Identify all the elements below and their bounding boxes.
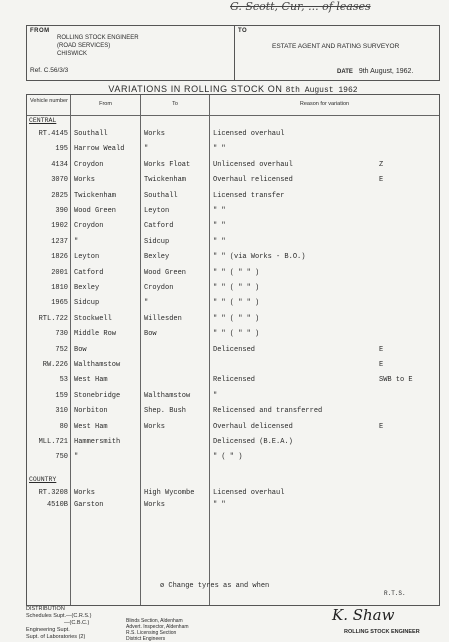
from-cell: Norbiton	[74, 407, 108, 416]
distribution-item: R.S. Licensing Section	[126, 630, 177, 636]
from-cell: West Ham	[74, 422, 108, 431]
distribution-item: Engineering Supt.	[26, 627, 70, 633]
table-row	[27, 236, 439, 248]
reason-cell: Relicensed	[213, 376, 256, 385]
from-cell: Stockwell	[74, 314, 112, 323]
reason-cell: Licensed transfer	[213, 191, 285, 200]
vehicle-cell: 4134	[51, 160, 68, 169]
to-cell: Willesden	[144, 314, 182, 323]
from-cell: Stonebridge	[74, 391, 121, 400]
vehicle-cell: 1902	[51, 222, 68, 231]
table-row	[27, 128, 439, 140]
vehicle-cell: 310	[55, 407, 68, 416]
table-row	[27, 499, 439, 511]
to-cell: "	[144, 145, 149, 154]
from-cell: Croydon	[74, 222, 104, 231]
header-rule	[27, 115, 439, 116]
vehicle-cell: RTL.722	[38, 314, 68, 323]
column-header-vehicle: Vehicle number	[30, 98, 68, 104]
reason-cell: " "	[213, 207, 226, 215]
to-cell: Leyton	[144, 207, 170, 215]
vehicle-cell: RW.226	[42, 361, 68, 369]
reason-cell: Relicensed and transferred	[213, 407, 323, 416]
reason-cell: "	[213, 391, 218, 400]
from-cell: Walthamstow	[74, 361, 121, 369]
to-cell: Bow	[144, 330, 157, 339]
date-value: 9th August, 1962.	[358, 68, 414, 75]
vehicle-cell: MLL.721	[38, 438, 68, 446]
column-header-to: To	[172, 101, 178, 107]
header-box	[26, 25, 440, 81]
table-row	[27, 282, 439, 294]
reason-cell: Overhaul delicensed	[213, 422, 293, 431]
from-line: (ROAD SERVICES)	[57, 43, 111, 49]
mark-cell: E	[379, 361, 384, 369]
table-row	[27, 159, 439, 171]
table-row	[27, 328, 439, 340]
mark-cell: E	[379, 176, 384, 185]
reason-cell: Licensed overhaul	[213, 130, 285, 138]
vehicle-cell: 4510B	[46, 501, 68, 509]
vehicle-cell: RT.3208	[38, 489, 68, 497]
distribution-item: Schedules Supt.—(C.R.S.)	[26, 613, 92, 619]
distribution-list	[26, 606, 91, 634]
reason-cell: " " ( " " )	[213, 299, 260, 308]
reason-cell: Unlicensed overhaul	[213, 160, 293, 169]
from-cell: Sidcup	[74, 299, 100, 308]
title-text: VARIATIONS IN ROLLING STOCK ON	[108, 84, 283, 94]
to-cell: Shep. Bush	[144, 407, 187, 416]
from-cell: Works	[74, 176, 96, 185]
distribution-item: Supt. of Laboratories (2)	[26, 634, 86, 640]
section-label-central: CENTRAL	[29, 117, 57, 124]
reason-cell: " " ( " " )	[213, 330, 260, 339]
from-cell: Garston	[74, 501, 104, 509]
from-cell: Bexley	[74, 284, 100, 292]
to-cell: Bexley	[144, 253, 170, 262]
reason-cell: " ( " )	[213, 453, 243, 462]
from-line: CHISWICK	[57, 51, 87, 57]
from-cell: Catford	[74, 268, 104, 277]
mark-cell: SWB to E	[379, 376, 413, 385]
vehicle-cell: 752	[55, 345, 68, 354]
reason-cell: Delicensed (B.E.A.)	[213, 438, 293, 446]
from-line: ROLLING STOCK ENGINEER	[57, 35, 139, 41]
table-row	[27, 436, 439, 448]
to-cell: Croydon	[144, 284, 174, 292]
to-cell: Works	[144, 501, 166, 509]
table-row	[27, 297, 439, 309]
signature: K. Shaw	[332, 606, 395, 624]
from-label: FROM	[30, 28, 50, 34]
from-cell: Wood Green	[74, 207, 117, 215]
reason-cell: Licensed overhaul	[213, 489, 285, 497]
table-row	[27, 205, 439, 217]
distribution-item: Blinds Section, Aldenham	[126, 618, 183, 624]
vehicle-cell: 730	[55, 330, 68, 339]
vehicle-cell: 80	[59, 422, 68, 431]
from-cell: Hammersmith	[74, 438, 121, 446]
reason-cell: Overhaul relicensed	[213, 176, 293, 185]
table-row	[27, 267, 439, 279]
table-row	[27, 220, 439, 232]
table-row	[27, 344, 439, 356]
footer	[26, 606, 440, 640]
mark-cell: Z	[379, 160, 384, 169]
from-address	[57, 34, 227, 58]
initials: R.T.S.	[384, 590, 406, 597]
reference: Ref. C.56/3/3	[30, 67, 69, 74]
reason-cell: " "	[213, 501, 226, 509]
reason-cell: " " ( " " )	[213, 314, 260, 323]
table-row	[27, 374, 439, 386]
from-cell: Middle Row	[74, 330, 117, 339]
vehicle-cell: 195	[55, 145, 68, 154]
table-row	[27, 421, 439, 433]
vehicle-cell: 750	[55, 453, 68, 462]
table-row	[27, 190, 439, 202]
distribution-label: DISTRIBUTION	[26, 606, 65, 612]
from-cell: Croydon	[74, 160, 104, 169]
footnote: ø Change tyres as and when	[160, 582, 270, 590]
table-row	[27, 487, 439, 499]
to-recipient: ESTATE AGENT AND RATING SURVEYOR	[272, 43, 400, 50]
reason-cell: Delicensed	[213, 345, 256, 354]
table-row	[27, 405, 439, 417]
vehicle-cell: 1965	[51, 299, 68, 308]
to-cell: Wood Green	[144, 268, 187, 277]
reason-cell: " "	[213, 222, 226, 231]
distribution-item: District Engineers	[126, 636, 166, 642]
section-label-country: COUNTRY	[29, 476, 57, 483]
title-date: 8th August 1962	[285, 86, 358, 95]
table-row	[27, 451, 439, 463]
vehicle-cell: 2825	[51, 191, 68, 200]
reason-cell: " " (via Works - B.O.)	[213, 253, 306, 262]
from-cell: Works	[74, 489, 96, 497]
from-cell: Twickenham	[74, 191, 117, 200]
reason-cell: " " ( " " )	[213, 268, 260, 277]
to-cell: "	[144, 299, 149, 308]
distribution-item: Advert. Inspector, Aldenham	[126, 624, 189, 630]
table-row	[27, 143, 439, 155]
vehicle-cell: 159	[55, 391, 68, 400]
to-cell: Walthamstow	[144, 391, 191, 400]
from-cell: "	[74, 453, 79, 462]
date-label: DATE	[337, 69, 353, 75]
vehicle-cell: 1237	[51, 237, 68, 246]
variations-table	[26, 94, 440, 606]
from-cell: West Ham	[74, 376, 108, 385]
to-cell: High Wycombe	[144, 489, 195, 497]
signature-title: ROLLING STOCK ENGINEER	[344, 629, 420, 635]
letter-date	[337, 68, 413, 75]
to-cell: Works Float	[144, 160, 191, 169]
to-cell: Works	[144, 130, 166, 138]
from-cell: "	[74, 237, 79, 246]
to-cell: Works	[144, 422, 166, 431]
column-header-reason: Reason for variation	[299, 101, 350, 107]
to-label: TO	[238, 28, 248, 34]
mark-cell: E	[379, 422, 384, 431]
distribution-item: —(C.B.C.)	[64, 620, 90, 626]
table-row	[27, 251, 439, 263]
from-cell: Southall	[74, 130, 108, 138]
to-cell: Sidcup	[144, 237, 170, 246]
reason-cell: " "	[213, 237, 226, 246]
distribution-list-right	[126, 618, 189, 642]
vehicle-cell: RT.4145	[38, 130, 68, 138]
vehicle-cell: 1826	[51, 253, 68, 262]
vehicle-cell: 53	[59, 376, 68, 385]
table-row	[27, 359, 439, 371]
to-cell: Catford	[144, 222, 174, 231]
reason-cell: " "	[213, 145, 226, 154]
mark-cell: E	[379, 345, 384, 354]
from-cell: Harrow Weald	[74, 145, 125, 154]
to-cell: Twickenham	[144, 176, 187, 185]
table-row	[27, 390, 439, 402]
table-row	[27, 313, 439, 325]
vehicle-cell: 3070	[51, 176, 68, 185]
to-cell: Southall	[144, 191, 178, 200]
vehicle-cell: 2001	[51, 268, 68, 277]
reason-cell: " " ( " " )	[213, 284, 260, 292]
vehicle-cell: 1810	[51, 284, 68, 292]
from-cell: Leyton	[74, 253, 100, 262]
handwritten-annotation: G. Scott, Cur, ... of leases	[230, 0, 371, 13]
header-divider	[234, 26, 235, 80]
from-cell: Bow	[74, 345, 87, 354]
table-row	[27, 174, 439, 186]
vehicle-cell: 390	[55, 207, 68, 215]
column-header-from: From	[99, 101, 112, 107]
